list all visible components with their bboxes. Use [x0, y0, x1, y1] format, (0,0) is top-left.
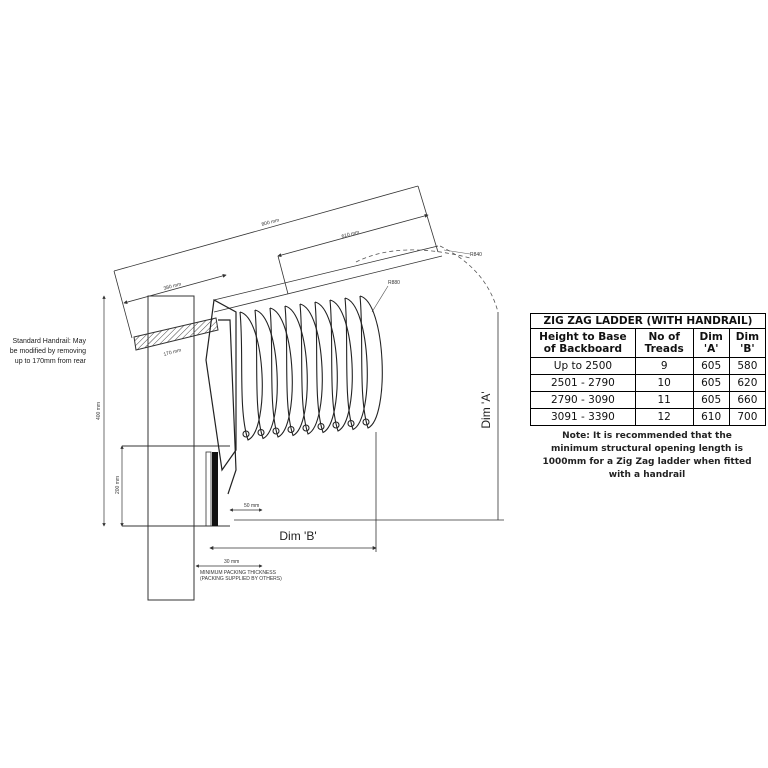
cell: 610: [693, 409, 729, 426]
dim-left-vert-label: 400 mm: [96, 401, 102, 420]
ladder-rung: [360, 296, 382, 428]
cell: 580: [729, 358, 765, 375]
cell: 2501 - 2790: [531, 375, 636, 392]
dim-handrail-label: 170 mm: [162, 347, 182, 358]
dim-packing-label: 30 mm: [224, 559, 240, 565]
dim-bottom-label: 50 mm: [244, 503, 260, 509]
cell: 620: [729, 375, 765, 392]
handrail-note: Standard Handrail: May be modified by removing up to 170mm from rear: [9, 338, 86, 365]
header-height: Height to Base of Backboard: [531, 329, 636, 358]
packing: [206, 452, 211, 526]
top-dimensions: [114, 186, 442, 338]
table-row: [531, 392, 766, 409]
cell: 660: [729, 392, 765, 409]
handrail: [134, 318, 218, 350]
cell: 3091 - 3390: [531, 409, 636, 426]
packing-note-2: (PACKING SUPPLIED BY OTHERS): [200, 576, 282, 582]
table-row: [531, 409, 766, 426]
header-dim-b: Dim 'B': [729, 329, 765, 358]
cell: 10: [635, 375, 693, 392]
dim-overall-label: 800 mm: [260, 217, 280, 228]
backboard: [212, 452, 218, 526]
cell: 12: [635, 409, 693, 426]
zigzag-rungs: [240, 296, 382, 440]
table-row: [531, 375, 766, 392]
dim-small-vert-label: 200 mm: [115, 475, 121, 494]
cell: 9: [635, 358, 693, 375]
table-title-row: [531, 314, 766, 329]
dim-a-label: Dim 'A': [479, 391, 493, 429]
cell: 605: [693, 392, 729, 409]
cell: 700: [729, 409, 765, 426]
cell: 2790 - 3090: [531, 392, 636, 409]
cell: 11: [635, 392, 693, 409]
table-title: ZIG ZAG LADDER (WITH HANDRAIL): [531, 314, 766, 329]
ladder-spec-table: [530, 313, 766, 426]
radius-1-label: R840: [470, 252, 482, 258]
dim-b-label: Dim 'B': [279, 529, 317, 543]
table-row: [531, 358, 766, 375]
cell: 605: [693, 358, 729, 375]
cell: 605: [693, 375, 729, 392]
packing-note-1: MINIMUM PACKING THICKNESS: [200, 570, 276, 576]
dim-right-label: 610 mm: [340, 229, 360, 240]
table-header-row: [531, 329, 766, 358]
radius-2-label: R880: [388, 280, 400, 286]
header-treads: No of Treads: [635, 329, 693, 358]
dim-left-label: 380 mm: [162, 281, 182, 292]
cell: Up to 2500: [531, 358, 636, 375]
zigzag-ladder: [206, 300, 236, 494]
opening-length-note: Note: It is recommended that the minimum structural opening length is 1000mm for a Zig Zag ladder when fitted with a handrail: [542, 431, 752, 480]
header-dim-a: Dim 'A': [693, 329, 729, 358]
